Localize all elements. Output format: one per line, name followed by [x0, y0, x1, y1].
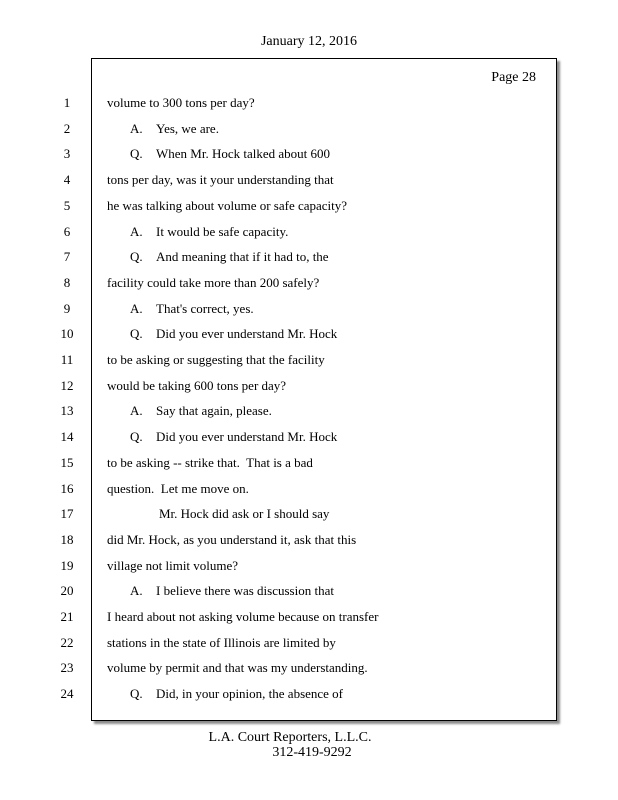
transcript-line: [0, 352, 618, 370]
line-content: to be asking -- strike that. That is a bad: [107, 454, 313, 470]
line-content: question. Let me move on.: [107, 480, 249, 496]
line-text: [130, 249, 329, 265]
line-number: 22: [60, 634, 74, 650]
line-number: 11: [60, 352, 74, 367]
line-content: village not limit volume?: [107, 557, 239, 573]
transcript-line: [0, 146, 618, 164]
line-text: [159, 506, 329, 522]
line-number: 5: [63, 197, 71, 213]
line-text: [130, 326, 337, 342]
line-number: 18: [60, 531, 74, 547]
line-number: 9: [63, 300, 71, 316]
line-text: [130, 403, 272, 419]
line-text: [107, 198, 347, 214]
line-text: [130, 429, 337, 445]
line-text: [130, 224, 288, 240]
line-number: 15: [60, 454, 74, 470]
line-number: 10: [60, 326, 74, 342]
line-text: [130, 121, 219, 137]
line-text: [107, 532, 356, 548]
line-number: 24: [60, 686, 74, 702]
line-number: 13: [60, 403, 74, 419]
transcript-line: [0, 378, 618, 396]
transcript-line: [0, 583, 618, 601]
line-content: I heard about not asking volume because on transfer: [107, 609, 379, 624]
transcript-line: [0, 403, 618, 421]
line-number: 23: [60, 660, 74, 676]
page-number-label: Page 28: [491, 70, 536, 85]
qa-marker: Q.: [130, 686, 143, 702]
line-number: 7: [63, 249, 71, 265]
header-date: January 12, 2016: [260, 34, 358, 49]
line-content: Did, in your opinion, the absence of: [156, 686, 344, 702]
line-text: [107, 95, 255, 111]
line-number: 12: [60, 377, 74, 393]
line-text: [107, 558, 238, 574]
line-text: [107, 481, 249, 497]
transcript-line: [0, 558, 618, 576]
qa-marker: A.: [130, 120, 143, 136]
line-number: 4: [63, 172, 71, 188]
transcript-line: [0, 95, 618, 113]
line-content: would be taking 600 tons per day?: [107, 377, 287, 393]
transcript-line: [0, 429, 618, 447]
footer-phone-number: 312-419-9292: [272, 745, 352, 760]
line-content: I believe there was discussion that: [156, 583, 334, 599]
qa-marker: A.: [130, 583, 143, 599]
line-number: 16: [60, 480, 74, 496]
line-content: And meaning that if it had to, the: [156, 249, 329, 265]
transcript-line: [0, 686, 618, 704]
line-text: [107, 352, 325, 368]
transcript-line: [0, 172, 618, 190]
transcript-line: [0, 121, 618, 139]
line-number: 20: [60, 583, 74, 599]
line-number: 2: [63, 120, 71, 136]
line-text: [107, 172, 334, 188]
line-text: [130, 146, 330, 162]
qa-marker: Q.: [130, 146, 143, 162]
line-number: 6: [63, 223, 71, 239]
line-content: to be asking or suggesting that the facility: [107, 352, 325, 367]
transcript-line: [0, 532, 618, 550]
line-text: [130, 301, 254, 317]
line-number: 1: [63, 95, 71, 110]
line-content: Say that again, please.: [156, 403, 272, 419]
line-content: That's correct, yes.: [156, 300, 254, 316]
footer-company-name: L.A. Court Reporters, L.L.C.: [208, 730, 372, 745]
line-content: Yes, we are.: [156, 120, 219, 136]
line-content: It would be safe capacity.: [156, 223, 289, 239]
qa-marker: A.: [130, 300, 143, 316]
line-text: [107, 635, 336, 651]
line-text: [107, 455, 313, 471]
line-content: volume to 300 tons per day?: [107, 95, 255, 110]
qa-marker: Q.: [130, 249, 143, 265]
line-number: 17: [60, 506, 74, 522]
line-content: facility could take more than 200 safely?: [107, 274, 320, 290]
line-content: did Mr. Hock, as you understand it, ask that this: [107, 531, 357, 547]
line-text: [107, 275, 319, 291]
line-number: 19: [60, 557, 74, 573]
line-number: 21: [60, 609, 74, 624]
transcript-line: [0, 301, 618, 319]
line-number: 8: [63, 274, 71, 290]
line-content: tons per day, was it your understanding that: [107, 172, 334, 188]
transcript-line: [0, 455, 618, 473]
qa-marker: A.: [130, 223, 143, 239]
qa-marker: Q.: [130, 326, 143, 342]
transcript-line: [0, 224, 618, 242]
line-number: 14: [60, 429, 74, 445]
line-content: volume by permit and that was my understanding.: [107, 660, 368, 676]
line-text: [130, 583, 334, 599]
transcript-line: [0, 249, 618, 267]
transcript-line: [0, 198, 618, 216]
transcript-line: [0, 609, 618, 627]
transcript-line: [0, 660, 618, 678]
transcript-line: [0, 275, 618, 293]
transcript-line: [0, 635, 618, 653]
transcript-line: [0, 326, 618, 344]
line-content: he was talking about volume or safe capacity?: [107, 197, 348, 213]
transcript-line: [0, 506, 618, 524]
qa-marker: Q.: [130, 429, 143, 445]
line-text: [107, 609, 378, 625]
line-text: [107, 660, 368, 676]
transcript-line: [0, 481, 618, 499]
line-content: Did you ever understand Mr. Hock: [156, 326, 338, 342]
line-text: [130, 686, 343, 702]
line-number: 3: [63, 146, 71, 162]
line-content: Mr. Hock did ask or I should say: [159, 506, 330, 522]
line-text: [107, 378, 286, 394]
line-content: When Mr. Hock talked about 600: [156, 146, 331, 162]
qa-marker: A.: [130, 403, 143, 419]
line-content: Did you ever understand Mr. Hock: [156, 429, 338, 445]
line-content: stations in the state of Illinois are limited by: [107, 634, 336, 650]
